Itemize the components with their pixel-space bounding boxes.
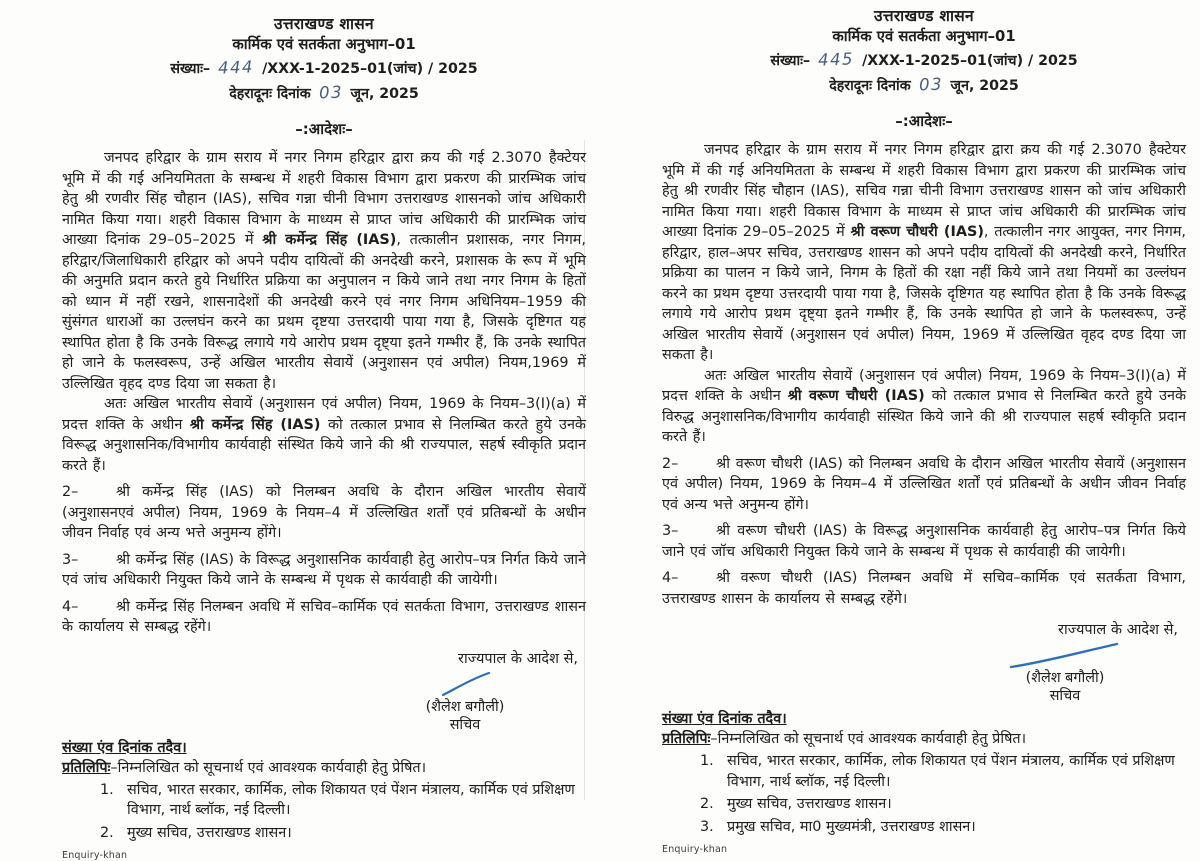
clerk-reference-tag: Enquiry-khan [662, 844, 728, 855]
item-number: 4– [662, 570, 679, 586]
copy-distribution-heading [62, 759, 586, 778]
order-item-3 [62, 550, 586, 591]
signature-stroke-icon [1005, 641, 1125, 669]
copy-recipient-row [100, 823, 586, 844]
copy-label: प्रतिलिपिः [662, 731, 711, 747]
item-number: 2– [62, 484, 79, 500]
order-item-3 [662, 521, 1186, 562]
handwritten-order-number: 445 [817, 49, 855, 70]
order-number-label: संख्याः– [170, 61, 211, 77]
body-paragraph-1: जनपद हरिद्वार के ग्राम सराय में नगर निगम हरिद्वार द्वारा क्रय की गई 2.3070 हैक्टेयर भूमि में की गई अनियमितता के सम्बन्ध में शहरी विकास विभाग द्वारा प्रकरण की प्रारम्भिक जांच हेतु श्री रणवीर सिंह चौहान (IAS), सचिव गन्ना चीनी विभाग उत्तराखण्ड शासन को जांच अधिकारी नामित किया गया। शहरी विकास विभाग के माध्यम से प्राप्त जांच अधिकारी की प्रारम्भिक जांच आख्या दिनांक 29–05–2025 में श्री वरूण चौधरी (IAS), तत्कालीन नगर आयुक्त, नगर निगम, हरिद्वार, हाल–अपर सचिव, उत्तराखण्ड शासन को अपने पदीय दायित्वों की अनदेखी करने, निर्धारित प्रक्रिया का पालन न किये जाने, निगम के हितों की रक्षा नहीं किये जाने तथा नियमों का उल्लंघन करने का प्रथम दृष्टया उत्तरदायी पाया गया है, जिसके दृष्टिगत यह स्थापित होता है कि उनके विरूद्ध लगाये गये आरोप प्रथम दृष्ट्या इतने गम्भीर हैं, कि उनके स्थापित हो जाने के फलस्वरूप, उन्हें अखिल भारतीय सेवायें (अनुशासन एवं अपील) नियम, 1969 में उल्लिखित वृहद दण्ड दिया जा सकता है। [662, 142, 1186, 363]
copy-recipient-row [700, 817, 1186, 838]
item-text: श्री कर्मेन्द्र सिंह (IAS) के विरूद्ध अनुशासनिक कार्यवाही हेतु आरोप–पत्र निर्गत किये जाने एवं जांच अधिकारी नियुक्त किये जाने के सम्बन्ध में पृथक से कार्यवाही की जायेगी। [62, 551, 586, 588]
copy-recipient-text: सचिव, भारत सरकार, कार्मिक, लोक शिकायत एवं पेंशन मंत्रालय, कार्मिक एवं प्रशिक्षण विभाग, नार्थ ब्लॉक, नई दिल्ली। [727, 753, 1175, 790]
item-number: 3– [662, 523, 679, 539]
place-date-label: देहरादूनः दिनांक [229, 86, 311, 102]
order-number-rest: /XXX-1-2025–01(जांच) / 2025 [262, 61, 478, 77]
order-number-line [662, 48, 1186, 73]
government-name: उत्तराखण्ड शासन [274, 15, 374, 33]
item-text: श्री कर्मेन्द्र सिंह निलम्बन अवधि में सचिव–कार्मिक एवं सतर्कता विभाग, उत्तराखण्ड शासन के कार्यालय से सम्बद्ध रहेंगे। [62, 598, 586, 635]
copy-recipient-number: 1. [700, 753, 714, 769]
copy-recipient-text: मुख्य सचिव, उत्तराखण्ड शासन। [727, 796, 892, 812]
copy-heading-rest: –निम्नलिखित को सूचनार्थ एवं आवश्यक कार्यवाही हेतु प्रेषित। [710, 731, 1027, 747]
signatory-name: (शैलेश बगौली) [1025, 670, 1105, 686]
signature-stroke-icon [433, 670, 497, 698]
copy-recipient-row [700, 794, 1186, 815]
copy-recipient-text: मुख्य सचिव, उत्तराखण्ड शासन। [127, 824, 292, 841]
handwritten-order-number: 444 [217, 57, 255, 78]
item-number: 2– [662, 455, 679, 472]
item-text: श्री कर्मेन्द्र सिंह (IAS) को निलम्बन अवधि के दौरान अखिल भारतीय सेवायें (अनुशासनएवं अपील) नियम, 1969 के नियम–4 में उल्लिखित शर्तों एवं प्रतिबन्धों के अधीन जीवन निर्वाह एवं अन्य भत्ते अनुमन्य होंगे। [62, 484, 586, 541]
same-number-date-note: संख्या एंव दिनांक तदैव। [62, 739, 187, 756]
order-item-4 [62, 597, 586, 638]
copy-distribution-heading [662, 730, 1186, 749]
place-date-rest: जून, 2025 [350, 86, 419, 102]
signatory-designation: सचिव [449, 716, 481, 733]
copy-label: प्रतिलिपिः [62, 759, 111, 776]
document-page-right [662, 6, 1186, 855]
handwritten-date: 03 [318, 82, 343, 103]
order-number-rest: /XXX-1-2025–01(जांच) / 2025 [862, 53, 1078, 69]
document-page-left [62, 14, 586, 861]
order-item-2 [662, 454, 1186, 516]
copy-recipient-number: 2. [700, 796, 714, 812]
order-heading: –:आदेशः– [295, 120, 353, 138]
order-heading: –:आदेशः– [895, 112, 953, 130]
signatory-name: (शैलेश बगौली) [425, 698, 505, 715]
suspension-clause-paragraph: अतः अखिल भारतीय सेवायें (अनुशासन एवं अपील) नियम, 1969 के नियम–3(I)(a) में प्रदत्त शक्ति के अधीन श्री कर्मेन्द्र सिंह (IAS) को तत्काल प्रभाव से निलम्बित करते हुये उनके विरूद्ध अनुशासनिक/विभागीय कार्यवाही संस्थित किये जाने की श्री राज्यपाल, सहर्ष स्वीकृति प्रदान करते हैं। [62, 396, 586, 474]
place-date-rest: जून, 2025 [950, 78, 1019, 94]
department-section-line: कार्मिक एवं सतर्कता अनुभाग–01 [232, 36, 416, 53]
signature-block [370, 670, 560, 734]
item-number: 4– [62, 598, 79, 615]
suspension-clause-paragraph: अतः अखिल भारतीय सेवायें (अनुशासन एवं अपील) नियम, 1969 के नियम–3(I)(a) में प्रदत्त शक्ति के अधीन श्री वरूण चौधरी (IAS) को तत्काल प्रभाव से निलम्बित करते हुये उनके विरुद्ध अनुशासनिक/विभागीय कार्यवाही संस्थित किये जाने की श्री राज्यपाल सहर्ष स्वीकृति प्रदान करते हैं। [662, 367, 1186, 445]
government-name: उत्तराखण्ड शासन [874, 7, 974, 25]
item-number: 3– [62, 551, 79, 568]
copy-recipient-list [62, 780, 586, 844]
clerk-reference-tag: Enquiry-khan [62, 850, 128, 861]
place-date-label: देहरादूनः दिनांक [829, 78, 911, 94]
copy-recipient-row [700, 751, 1186, 792]
signature-block [970, 641, 1160, 705]
item-text: श्री वरूण चौधरी (IAS) को निलम्बन अवधि के दौरान अखिल भारतीय सेवायें (अनुशासन एवं अपील) नियम, 1969 के नियम–4 में उल्लिखित शर्तों एवं प्रतिबन्धों के अधीन जीवन निर्वाह एवं अन्य भत्ते अनुमन्य होंगे। [662, 455, 1186, 513]
copy-recipient-number: 3. [700, 818, 714, 835]
by-order-of-governor: राज्यपाल के आदेश से, [458, 650, 578, 667]
item-text: श्री वरूण चौधरी (IAS) निलम्बन अवधि में सचिव–कार्मिक एवं सतर्कता विभाग, उत्तराखण्ड शासन के कार्यालय से सम्बद्ध रहेंगे। [662, 570, 1186, 607]
place-date-line [62, 81, 586, 106]
order-item-2 [62, 482, 586, 544]
order-number-label: संख्याः– [770, 53, 811, 69]
place-date-line [662, 73, 1186, 98]
item-text: श्री वरूण चौधरी (IAS) के विरूद्ध अनुशासनिक कार्यवाही हेतु आरोप–पत्र निर्गत किये जाने एवं जॉच अधिकारी नियुक्त किये जाने के सम्बन्ध में पृथक से कार्यवाही की जायेगी। [662, 523, 1186, 560]
by-order-of-governor: राज्यपाल के आदेश से, [1058, 622, 1178, 638]
order-item-4 [662, 568, 1186, 609]
copy-recipient-text: सचिव, भारत सरकार, कार्मिक, लोक शिकायत एवं पेंशन मंत्रालय, कार्मिक एवं प्रशिक्षण विभाग, नार्थ ब्लॉक, नई दिल्ली। [127, 781, 575, 818]
copy-recipient-row [100, 780, 586, 821]
order-number-line [62, 56, 586, 81]
copy-recipient-number: 2. [100, 824, 114, 841]
handwritten-date: 03 [918, 74, 943, 95]
copy-recipient-number: 1. [100, 781, 114, 798]
signatory-designation: सचिव [1049, 688, 1081, 704]
copy-recipient-text: प्रमुख सचिव, मा0 मुख्यमंत्री, उत्तराखण्ड शासन। [727, 818, 976, 835]
department-section-line: कार्मिक एवं सतर्कता अनुभाग–01 [832, 28, 1016, 45]
copy-recipient-list [662, 751, 1186, 837]
same-number-date-note: संख्या एंव दिनांक तदैव। [662, 711, 787, 727]
body-paragraph-1: जनपद हरिद्वार के ग्राम सराय में नगर निगम हरिद्वार द्वारा क्रय की गई 2.3070 हैक्टेयर भूमि में की गई अनियमितता के सम्बन्ध में शहरी विकास विभाग द्वारा प्रकरण की प्रारम्भिक जांच हेतु श्री रणवीर सिंह चौहान (IAS), सचिव गन्ना चीनी विभाग उत्तराखण्ड शासनको जांच अधिकारी नामित किया गया। शहरी विकास विभाग के माध्यम से प्राप्त जांच अधिकारी की प्रारम्भिक जांच आख्या दिनांक 29–05–2025 में श्री कर्मेन्द्र सिंह (IAS), तत्कालीन प्रशासक, नगर निगम, हरिद्वार/जिलाधिकारी हरिद्वार को अपने पदीय दायित्वों की अनदेखी करने, प्रशासक के रूप में भूमि की अनुमति प्रदान करते हुये निर्धारित प्रक्रिया का अनुपालन न किये जाने तथा नगर निगम के हितों को ध्यान में नहीं रखने, शासनादेशों की अनदेखी करने एवं नगर निगम अधिनियम–1959 की सुंसंगत धाराओं का उल्लघंन करने का प्रथम दृष्टया उत्तरदायी पाया गया है, जिसके दृष्टिगत यह स्थापित होता है कि उनके विरूद्ध लगाये गये आरोप प्रथम दृष्ट्या इतने गम्भीर हैं, कि उनके स्थापित हो जाने के फलस्वरूप, उन्हें अखिल भारतीय सेवायें (अनुशासन एवं अपील) नियम,1969 में उल्लिखित वृहद दण्ड दिया जा सकता है। [62, 150, 586, 392]
copy-heading-rest: –निम्नलिखित को सूचनार्थ एवं आवश्यक कार्यवाही हेतु प्रेषित। [110, 759, 427, 776]
